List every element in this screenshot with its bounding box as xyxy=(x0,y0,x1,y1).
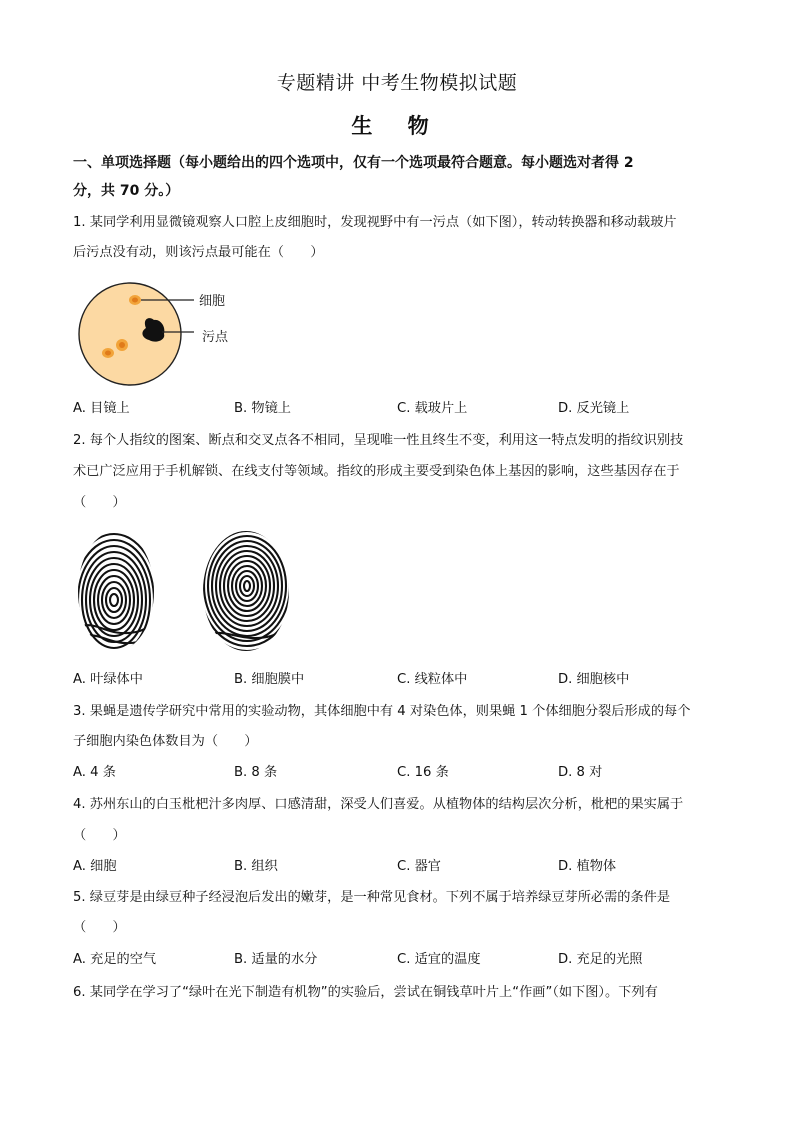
section-heading-line1: 一、单项选择题（每小题给出的四个选项中，仅有一个选项最符合题意。每小题选对者得 2 xyxy=(73,155,634,171)
microscope-view-figure xyxy=(76,280,246,392)
fingerprint-image-2 xyxy=(201,528,291,654)
q3-line2: 子细胞内染色体数目为（ ） xyxy=(73,734,258,749)
q1-line2: 后污点没有动，则该污点最可能在（ ） xyxy=(73,245,324,260)
q1-option-d[interactable]: D. 反光镜上 xyxy=(558,401,630,416)
q3-option-c[interactable]: C. 16 条 xyxy=(397,765,449,780)
q1-option-b[interactable]: B. 物镜上 xyxy=(234,401,291,416)
q5-option-d[interactable]: D. 充足的光照 xyxy=(558,952,643,967)
q4-option-d[interactable]: D. 植物体 xyxy=(558,859,617,874)
section-heading-line2: 分，共 70 分。） xyxy=(73,183,180,199)
q4-option-b[interactable]: B. 组织 xyxy=(234,859,278,874)
fingerprint-image-1 xyxy=(76,528,156,654)
q5-line1: 5. 绿豆芽是由绿豆种子经浸泡后发出的嫩芽，是一种常见食材。下列不属于培养绿豆芽所必需的条件是 xyxy=(73,890,671,905)
cell-label: 细胞 xyxy=(199,294,226,309)
q1-line1: 1. 某同学利用显微镜观察人口腔上皮细胞时，发现视野中有一污点（如下图），转动转换器和移动载玻片 xyxy=(73,215,677,230)
q5-option-c[interactable]: C. 适宜的温度 xyxy=(397,952,481,967)
q6-line1: 6. 某同学在学习了“绿叶在光下制造有机物”的实验后，尝试在铜钱草叶片上“作画”（如下图）。下列有 xyxy=(73,985,658,1000)
q1-option-a[interactable]: A. 目镜上 xyxy=(73,401,130,416)
subject-title: 生 物 xyxy=(351,113,443,138)
q3-option-d[interactable]: D. 8 对 xyxy=(558,765,603,780)
q2-option-a[interactable]: A. 叶绿体中 xyxy=(73,672,143,687)
q2-line2: 术已广泛应用于手机解锁、在线支付等领域。指纹的形成主要受到染色体上基因的影响，这些基因存在于 xyxy=(73,464,680,479)
q3-option-a[interactable]: A. 4 条 xyxy=(73,765,116,780)
q4-line2: （ ） xyxy=(73,828,126,843)
q2-option-d[interactable]: D. 细胞核中 xyxy=(558,672,630,687)
q2-line3: （ ） xyxy=(73,495,126,510)
q2-option-b[interactable]: B. 细胞膜中 xyxy=(234,672,305,687)
q5-option-a[interactable]: A. 充足的空气 xyxy=(73,952,157,967)
q4-line1: 4. 苏州东山的白玉枇杷汁多肉厚、口感清甜，深受人们喜爱。从植物体的结构层次分析，枇杷的果实属于 xyxy=(73,797,684,812)
q1-option-c[interactable]: C. 载玻片上 xyxy=(397,401,468,416)
q2-option-c[interactable]: C. 线粒体中 xyxy=(397,672,468,687)
dirt-label: 污点 xyxy=(202,330,229,345)
q3-option-b[interactable]: B. 8 条 xyxy=(234,765,278,780)
q5-option-b[interactable]: B. 适量的水分 xyxy=(234,952,318,967)
q4-option-c[interactable]: C. 器官 xyxy=(397,859,441,874)
q4-option-a[interactable]: A. 细胞 xyxy=(73,859,117,874)
exam-title: 专题精讲 中考生物模拟试题 xyxy=(276,72,518,94)
q5-line2: （ ） xyxy=(73,920,126,935)
q3-line1: 3. 果蝇是遗传学研究中常用的实验动物，其体细胞中有 4 对染色体，则果蝇 1 个体细胞分裂后形成的每个 xyxy=(73,704,691,719)
q2-line1: 2. 每个人指纹的图案、断点和交叉点各不相同，呈现唯一性且终生不变，利用这一特点发明的指纹识别技 xyxy=(73,433,684,448)
